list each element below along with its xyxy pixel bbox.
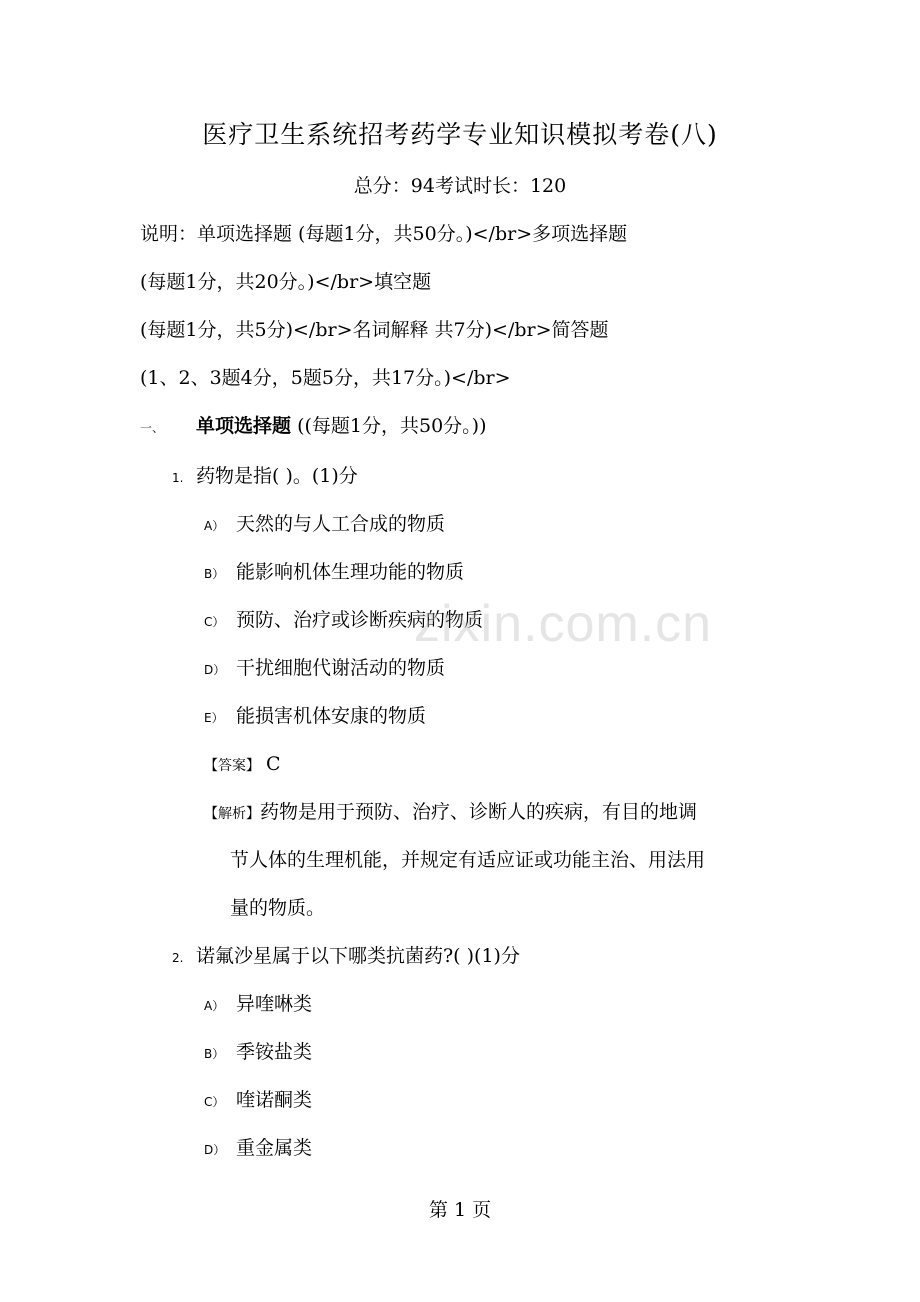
option-item	[204, 702, 426, 732]
intro-line-1: 说明：单项选择题 (每题1分，共50分。)</br>多项选择题	[140, 223, 628, 245]
option-item	[204, 1134, 312, 1164]
section-title: 单项选择题	[196, 415, 292, 437]
section-heading	[140, 412, 486, 442]
section-number: 一、	[140, 421, 165, 435]
question-text: 药物是指( )。(1)分	[196, 465, 358, 487]
intro-line-4: (1、2、3题4分，5题5分，共17分。)</br>	[140, 367, 511, 389]
option-item	[204, 990, 312, 1020]
option-letter: C）	[204, 615, 225, 629]
analysis-line-1	[204, 798, 697, 828]
section-note: ((每题1分，共50分。))	[297, 415, 487, 437]
option-item	[204, 1086, 312, 1116]
question-2	[172, 942, 520, 972]
option-letter: A）	[204, 999, 225, 1013]
option-letter: D）	[204, 663, 226, 677]
option-item	[204, 510, 445, 540]
watermark: zixin.com.cn	[414, 595, 713, 653]
option-text: 预防、治疗或诊断疾病的物质	[236, 609, 484, 631]
answer-value: C	[266, 753, 281, 775]
answer-line	[204, 750, 281, 780]
option-letter: D）	[204, 1143, 226, 1157]
option-text: 异喹啉类	[236, 993, 313, 1015]
exam-summary: 总分：94考试时长：120	[353, 175, 567, 197]
question-text: 诺氟沙星属于以下哪类抗菌药?( )(1)分	[196, 945, 520, 967]
option-text: 天然的与人工合成的物质	[236, 513, 446, 535]
page-number: 第 1 页	[428, 1199, 492, 1221]
question-number: 2.	[172, 951, 184, 965]
analysis-line-3: 量的物质。	[230, 897, 326, 919]
intro-line-2: (每题1分，共20分。)</br>填空题	[140, 271, 432, 293]
option-letter: A）	[204, 519, 225, 533]
option-text: 季铵盐类	[236, 1041, 313, 1063]
question-1	[172, 462, 358, 492]
option-text: 喹诺酮类	[236, 1089, 313, 1111]
analysis-label: 【解析】	[204, 806, 260, 822]
option-text: 重金属类	[236, 1137, 313, 1159]
option-item	[204, 1038, 312, 1068]
analysis-text: 药物是用于预防、治疗、诊断人的疾病，有目的地调	[260, 801, 698, 823]
question-number: 1.	[172, 471, 184, 485]
option-letter: B）	[204, 1047, 225, 1061]
option-item	[204, 558, 464, 588]
option-letter: E）	[204, 711, 224, 725]
option-text: 能损害机体安康的物质	[236, 705, 427, 727]
option-text: 能影响机体生理功能的物质	[236, 561, 465, 583]
answer-label: 【答案】	[204, 758, 260, 774]
option-letter: B）	[204, 567, 225, 581]
document-title: 医疗卫生系统招考药学专业知识模拟考卷(八)	[202, 120, 718, 149]
analysis-line-2: 节人体的生理机能，并规定有适应证或功能主治、用法用	[230, 849, 706, 871]
intro-line-3: (每题1分，共5分)</br>名词解释 共7分)</br>简答题	[140, 319, 609, 341]
option-letter: C）	[204, 1095, 225, 1109]
option-item	[204, 654, 445, 684]
option-text: 干扰细胞代谢活动的物质	[236, 657, 446, 679]
